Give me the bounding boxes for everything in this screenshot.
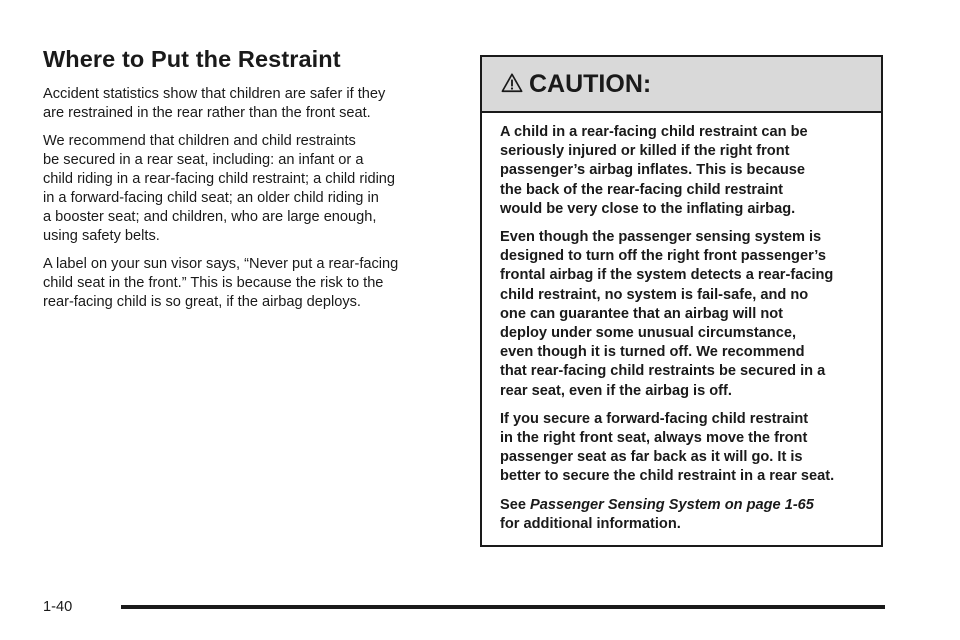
page-number: 1-40 xyxy=(43,599,73,615)
see-prefix: See xyxy=(500,496,531,513)
caution-box xyxy=(480,55,883,547)
intro-paragraph-2: We recommend that children and child restraints be secured in a rear seat, including: an infant or a child riding in a rear-facing child restraint; a child riding in a forward-facing child seat; an older child riding in a booster seat; and children, who are large enough, using safety belts. xyxy=(43,133,396,244)
intro-paragraph-1: Accident statistics show that children are safer if they are restrained in the rear rather than the front seat. xyxy=(43,86,386,121)
caution-title: CAUTION: xyxy=(529,70,652,98)
intro-text-column xyxy=(43,85,453,321)
footer-rule xyxy=(121,605,885,609)
caution-see-also xyxy=(500,496,867,534)
caution-body xyxy=(482,113,881,534)
intro-paragraph-3: A label on your sun visor says, “Never put a rear-facing child seat in the front.” This is because the risk to the rear-facing child is so great, if the airbag deploys. xyxy=(43,256,399,310)
warning-triangle-icon xyxy=(501,72,523,94)
caution-paragraph-2: Even though the passenger sensing system is designed to turn off the right front passenger’s frontal airbag if the system detects a rear-facing child restraint, no system is fail-safe, and no one can guarantee that an airbag will not deploy under some unusual circumstance, even though it is turned off. We recommend that rear-facing child restraints be secured in a rear seat, even if the airbag is off. xyxy=(500,229,834,399)
caution-header xyxy=(482,57,881,113)
page-title: Where to Put the Restraint xyxy=(43,46,341,72)
see-reference-link: Passenger Sensing System on page 1-65 xyxy=(530,496,814,513)
see-suffix: for additional information. xyxy=(500,515,681,532)
caution-paragraph-3: If you secure a forward-facing child restraint in the right front seat, always move the front passenger seat as far back as it will go. It is better to secure the child restraint in a rear seat. xyxy=(500,410,835,485)
caution-paragraph-1: A child in a rear-facing child restraint can be seriously injured or killed if the right front passenger’s airbag inflates. This is because the back of the rear-facing child restraint would be very close to the inflating airbag. xyxy=(500,124,808,217)
